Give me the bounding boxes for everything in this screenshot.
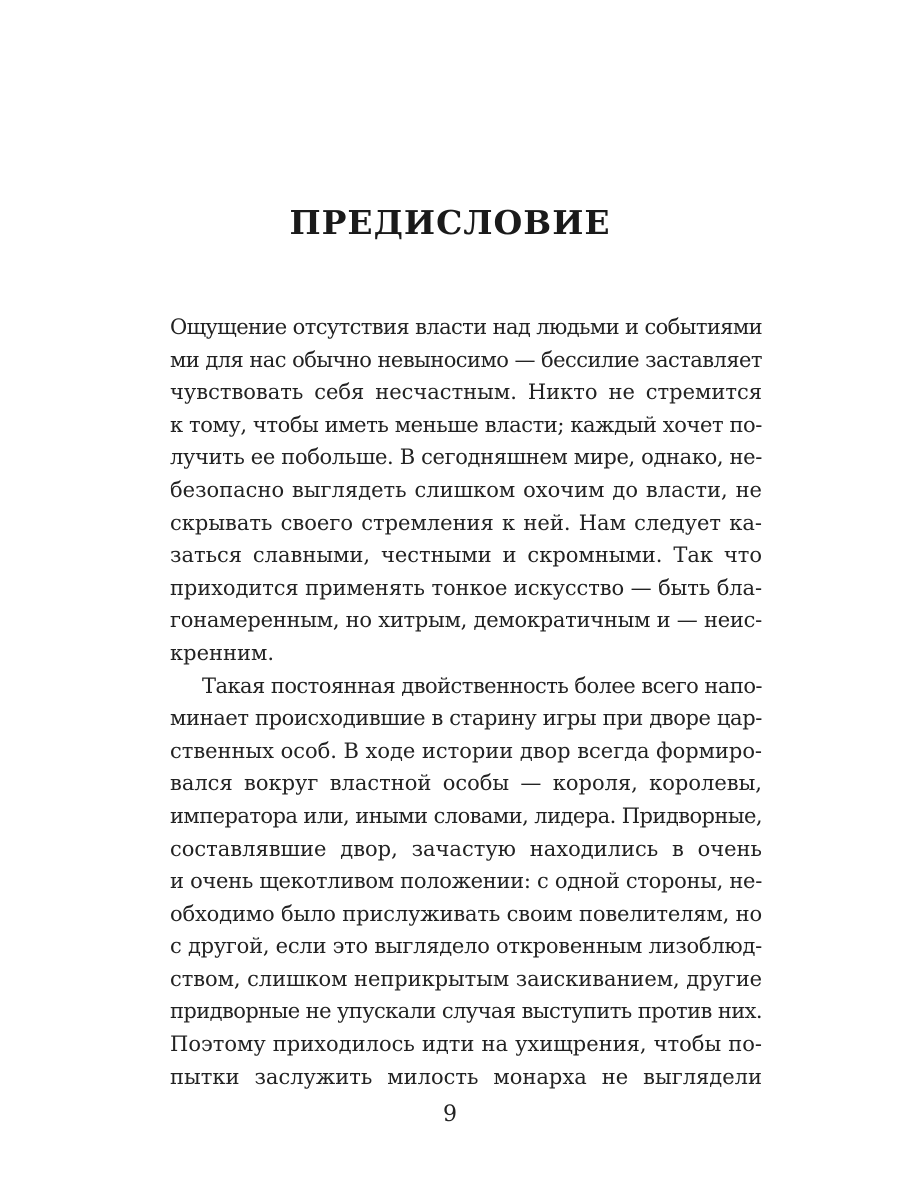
text-line: ственных особ. В ходе истории двор всегда формиро- xyxy=(170,738,762,763)
text-line: заться славными, честными и скромными. Так что xyxy=(170,543,762,568)
text-line: Такая постоянная двойственность более всего напо- xyxy=(202,673,762,698)
text-line: ством, слишком неприкрытым заискиванием, другие xyxy=(170,966,762,991)
text-line: минает происходившие в старину игры при дворе цар- xyxy=(170,706,762,731)
text-line: императора или, иными словами, лидера. Придворные, xyxy=(170,803,762,828)
text-line: и очень щекотливом положении: с одной стороны, не- xyxy=(170,869,762,894)
text-line: Поэтому приходилось идти на ухищрения, чтобы по- xyxy=(170,1032,762,1057)
text-line: лучить ее побольше. В сегодняшнем мире, однако, не- xyxy=(170,445,762,470)
text-line: Ощущение отсутствия власти над людьми и событиями xyxy=(170,315,762,339)
text-line: ми для нас обычно невыносимо — бессилие заставляет xyxy=(170,347,762,372)
text-line: придворные не упускали случая выступить против них. xyxy=(170,999,763,1024)
page-number: 9 xyxy=(443,1102,457,1127)
text-line: скрывать своего стремления к ней. Нам следует ка- xyxy=(170,510,762,535)
text-line: приходится применять тонкое искусство — быть бла- xyxy=(170,575,762,600)
text-line: безопасно выглядеть слишком охочим до власти, не xyxy=(170,477,762,502)
text-line: с другой, если это выглядело откровенным лизоблюд- xyxy=(170,934,762,959)
text-line: пытки заслужить милость монарха не выглядели xyxy=(170,1064,762,1089)
page-title: ПРЕДИСЛОВИЕ xyxy=(289,203,611,242)
text-line: гонамеренным, но хитрым, демократичным и — неис- xyxy=(170,608,762,633)
body-text xyxy=(170,311,762,1093)
text-line: кренним. xyxy=(170,640,274,665)
text-line: чувствовать себя несчастным. Никто не стремится xyxy=(170,380,762,405)
text-line: обходимо было прислуживать своим повелителям, но xyxy=(170,901,762,926)
text-line: вался вокруг властной особы — короля, королевы, xyxy=(170,771,762,796)
text-line: составлявшие двор, зачастую находились в очень xyxy=(170,836,762,861)
text-line: к тому, чтобы иметь меньше власти; каждый хочет по- xyxy=(170,412,762,437)
